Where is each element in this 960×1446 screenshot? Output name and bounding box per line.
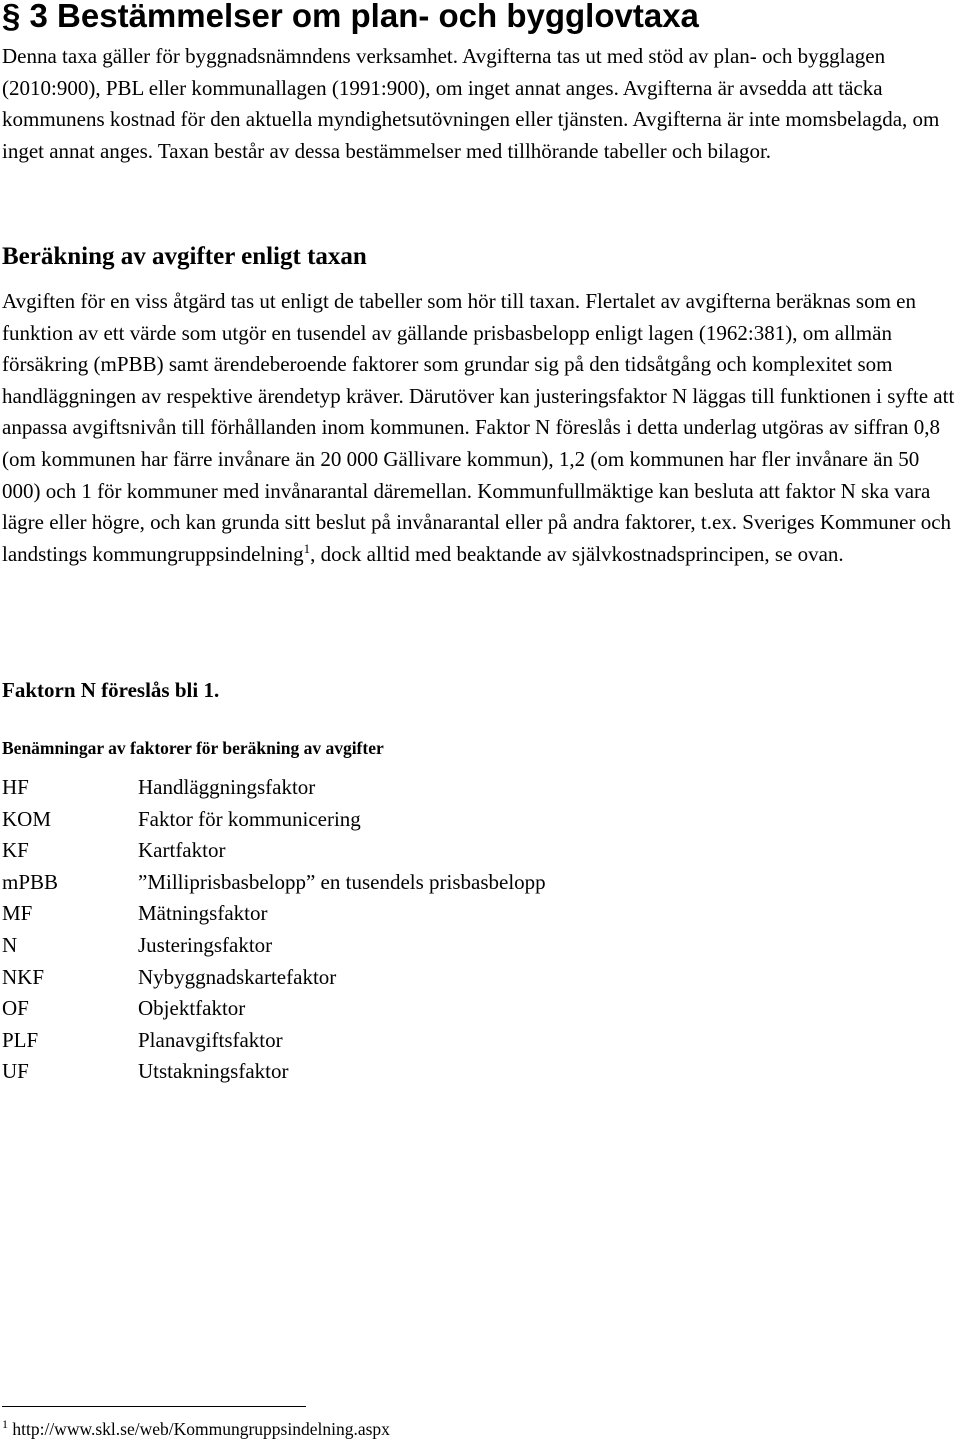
abbreviation-description: Utstakningsfaktor (138, 1059, 289, 1084)
calculation-body: Avgiften för en viss åtgärd tas ut enligt de tabeller som hör till taxan. Flertalet av avgifterna beräknas som en funktion av ett värde som utgör en tusendel av gällande prisbasbelopp enligt lagen (1962:381), om allmän försäkring (mPBB) samt ärendeberoende faktorer som grundar sig på den tidsåtgång och komplexitet som handläggningen av respektive ärendetyp kräver. Därutöver kan justeringsfaktor N läggas till funktionen i syfte att anpassa avgiftsnivån till förhållanden inom kommunen. Faktor N föreslås i detta underlag utgöras av siffran 0,8 (om kommunen har färre invånare än 20 000 Gällivare kommun), 1,2 (om kommunen har fler invånare än 50 000) och 1 för kommuner med invånarantal däremellan. Kommunfullmäktige kan besluta att faktor N ska vara lägre eller högre, och kan grunda sitt beslut på invånarantal eller på andra faktorer, t.ex. Sveriges Kommuner och landstings kommungruppsindelning (2, 289, 955, 566)
abbreviation-description: Nybyggnadskartefaktor (138, 964, 337, 989)
calculation-paragraph (2, 286, 957, 570)
abbreviation-description: Justeringsfaktor (138, 932, 273, 957)
abbreviation-description: Faktor för kommunicering (138, 806, 361, 831)
abbreviation-code: OF (2, 996, 29, 1021)
abbreviation-description: Handläggningsfaktor (138, 775, 316, 799)
factor-n-statement: Faktorn N föreslås bli 1. (2, 678, 220, 702)
abbreviation-description: Kartfaktor (138, 838, 226, 863)
abbreviation-code: NKF (2, 964, 45, 989)
footnote-divider (2, 1406, 306, 1407)
abbreviation-code: UF (2, 1059, 29, 1084)
abbreviation-code: mPBB (2, 869, 59, 894)
abbreviation-description: Objektfaktor (138, 996, 246, 1021)
calculation-heading: Beräkning av avgifter enligt taxan (2, 243, 367, 270)
abbreviation-code: PLF (2, 1027, 39, 1052)
abbreviations-heading: Benämningar av faktorer för beräkning av avgifter (2, 738, 384, 758)
abbreviation-code: KOM (2, 806, 52, 831)
abbreviation-code: KF (2, 838, 29, 863)
section-title: § 3 Bestämmelser om plan- och bygglovtaxa (2, 0, 699, 34)
abbreviation-code: MF (2, 901, 33, 926)
abbreviation-description: Mätningsfaktor (138, 901, 268, 926)
footnote-reference: 1 (303, 540, 311, 556)
intro-paragraph: Denna taxa gäller för byggnadsnämndens verksamhet. Avgifterna tas ut med stöd av plan- och bygglagen (2010:900), PBL eller kommunallagen (1991:900), om inget annat anges. Avgifterna är avsedda att täcka kommunens kostnad för den aktuella myndighetsutövningen eller tjänsten. Avgifterna är inte momsbelagda, om inget annat anges. Taxan består av dessa bestämmelser med tillhörande tabeller och bilagor. (2, 44, 940, 163)
abbreviation-description: Planavgiftsfaktor (138, 1027, 283, 1052)
footnote-number: 1 (2, 1417, 8, 1432)
abbreviation-code: HF (2, 775, 29, 799)
footnote-link[interactable]: http://www.skl.se/web/Kommungruppsindelning.aspx (8, 1419, 390, 1439)
abbreviation-code: N (2, 932, 18, 957)
abbreviation-description: ”Milliprisbasbelopp” en tusendels prisbasbelopp (138, 869, 546, 894)
footnote (2, 1417, 390, 1441)
calculation-body-end: , dock alltid med beaktande av självkostnadsprincipen, se ovan. (310, 541, 844, 566)
